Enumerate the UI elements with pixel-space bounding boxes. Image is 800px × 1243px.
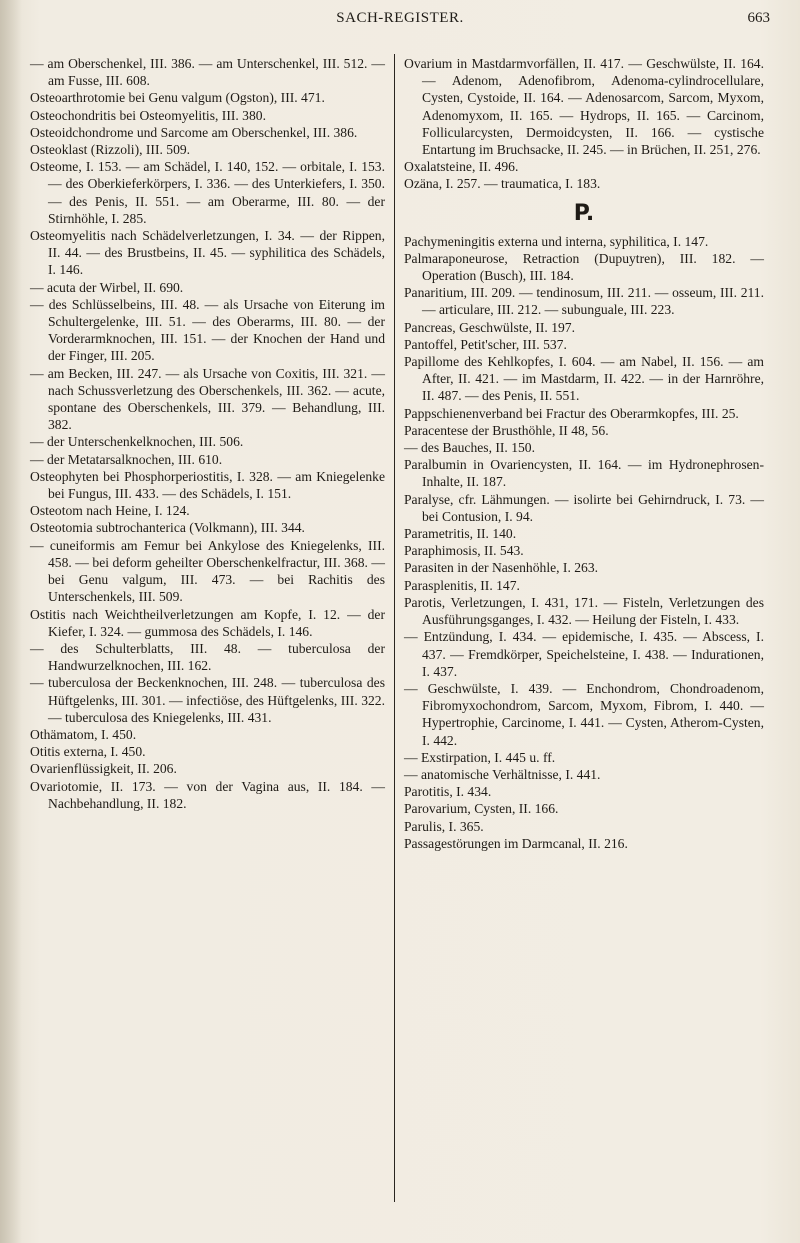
index-entry: Parovarium, Cysten, II. 166. <box>404 801 559 817</box>
index-entry: Papillome des Kehlkopfes, I. 604. — am Nabel, II. 156. — am After, II. 421. — im Mastdarm, II. 422. — in der Harnröhre, II. 487. — des Penis, II. 551. <box>404 354 764 404</box>
index-entry: Othämatom, I. 450. <box>30 726 137 742</box>
index-entry: — acuta der Wirbel, II. 690. <box>30 279 184 295</box>
right-column-o-entries <box>404 55 764 193</box>
index-entry: Parotitis, I. 434. <box>404 784 492 800</box>
section-letter: P. <box>573 200 595 226</box>
index-entry: Passagestörungen im Darmcanal, II. 216. <box>404 835 628 851</box>
index-entry: Parasiten in der Nasenhöhle, I. 263. <box>404 560 599 576</box>
index-entry: — tuberculosa der Beckenknochen, III. 248. — tuberculosa des Hüftgelenks, III. 301. — infectiöse, des Hüftgelenks, III. 322. — tuberculosa des Kniegelenks, III. 431. <box>30 675 385 725</box>
index-entry: Parametritis, II. 140. <box>404 526 517 542</box>
index-entry: Paraphimosis, II. 543. <box>404 543 524 559</box>
index-entry: Paralyse, cfr. Lähmungen. — isolirte bei Gehirndruck, I. 73. — bei Contusion, I. 94. <box>404 491 764 524</box>
index-entry: Osteoidchondrome und Sarcome am Oberschenkel, III. 386. <box>30 124 358 140</box>
index-entry: — Geschwülste, I. 439. — Enchondrom, Chondroadenom, Fibromyxochondrom, Sarcom, Myxom, Fibrom, I. 440. — Hypertrophie, Carcinome, I. 441. — Cysten, Atherom-Cysten, I. 442. <box>404 680 764 748</box>
index-entry: — des Bauches, II. 150. <box>404 440 535 456</box>
index-entry: Osteotom nach Heine, I. 124. <box>30 503 190 519</box>
index-entry: Pantoffel, Petit'scher, III. 537. <box>404 336 567 352</box>
index-entry: Paralbumin in Ovariencysten, II. 164. — im Hydronephrosen-Inhalte, II. 187. <box>404 457 764 490</box>
index-entry: — anatomische Verhältnisse, I. 441. <box>404 766 601 782</box>
page-gutter-shadow <box>0 0 22 1243</box>
index-entry: Ovarium in Mastdarmvorfällen, II. 417. — Geschwülste, II. 164. — Adenom, Adenofibrom, Adenoma-cylindrocellulare, Cysten, Cystoide, II. 164. — Adenosarcom, Sarcom, Myxom, Adenomyxom, II. 165. — Hydrops, II. 165. — Carcinom, Follicularcysten, Dermoidcysten, II. 166. — cystische Entartung im Bruchsacke, II. 245. — in Brüchen, II. 251, 276. <box>404 56 764 158</box>
index-entry: Pappschienenverband bei Fractur des Oberarmkopfes, III. 25. <box>404 405 739 421</box>
running-title: SACH-REGISTER. <box>336 10 464 26</box>
index-entry: Parulis, I. 365. <box>404 818 484 834</box>
index-entry: — des Schlüsselbeins, III. 48. — als Ursache von Eiterung im Schultergelenke, III. 51. — des Oberarms, III. 80. — der Vorderarmknochen, III. 151. — der Knochen der Hand und der Finger, III. 205. <box>30 296 385 364</box>
index-entry: Ovariotomie, II. 173. — von der Vagina aus, II. 184. — Nachbehandlung, II. 182. <box>30 778 385 811</box>
index-entry: — der Metatarsalknochen, III. 610. <box>30 451 223 467</box>
index-entry: Osteoklast (Rizzoli), III. 509. <box>30 142 191 158</box>
index-entry: Panaritium, III. 209. — tendinosum, III. 211. — osseum, III. 211. — articulare, III. 212. — subunguale, III. 223. <box>404 285 764 318</box>
index-entry: Otitis externa, I. 450. <box>30 744 146 760</box>
index-entry: — am Becken, III. 247. — als Ursache von Coxitis, III. 321. — nach Schussverletzung des Oberschenkels, III. 362. — acute, spontane des Oberschenkels, III. 379. — Behandlung, III. 382. <box>30 365 385 433</box>
page-header <box>0 10 800 34</box>
index-entry: Palmaraponeurose, Retraction (Dupuytren), III. 182. — Operation (Busch), III. 184. <box>404 250 764 284</box>
column-divider <box>394 54 395 1202</box>
index-entry: Pancreas, Geschwülste, II. 197. <box>404 319 576 335</box>
index-entry: Oxalatsteine, II. 496. <box>404 159 519 175</box>
index-entry: Osteotomia subtrochanterica (Volkmann), III. 344. <box>30 520 305 536</box>
index-entry: Parotis, Verletzungen, I. 431, 171. — Fisteln, Verletzungen des Ausführungsganges, I. 432. — Heilung der Fisteln, I. 433. <box>404 594 764 628</box>
index-entry: Ovarienflüssigkeit, II. 206. <box>30 761 177 777</box>
index-entry: — der Unterschenkelknochen, III. 506. <box>30 434 244 450</box>
index-entry: Ostitis nach Weichtheilverletzungen am Kopfe, I. 12. — der Kiefer, I. 324. — gummosa des Schädels, I. 146. <box>30 606 385 639</box>
index-entry: — Exstirpation, I. 445 u. ff. <box>404 749 556 765</box>
index-entry: — cuneiformis am Femur bei Ankylose des Kniegelenks, III. 458. — bei deform geheilter Oberschenkelfractur, III. 368. — bei Genu valgum, III. 473. — bei Rachitis des Unterschenkels, III. 509. <box>30 537 385 605</box>
index-entry: Pachymeningitis externa und interna, syphilitica, I. 147. <box>404 233 709 249</box>
index-entry: Osteophyten bei Phosphorperiostitis, I. 328. — am Kniegelenke bei Fungus, III. 433. — des Schädels, I. 151. <box>30 468 385 502</box>
index-entry: Osteochondritis bei Osteomyelitis, III. 380. <box>30 107 266 123</box>
index-entry: — am Oberschenkel, III. 386. — am Unterschenkel, III. 512. — am Fusse, III. 608. <box>30 56 385 89</box>
index-entry: — Entzündung, I. 434. — epidemische, I. 435. — Abscess, I. 437. — Fremdkörper, Speichelsteine, I. 438. — Indurationen, I. 437. <box>404 629 764 679</box>
index-entry: Osteome, I. 153. — am Schädel, I. 140, 152. — orbitale, I. 153. — des Oberkieferkörpers, I. 336. — des Unterkiefers, I. 350. — des Penis, II. 551. — am Oberarme, III. 80. — der Stirnhöhle, I. 285. <box>30 159 385 226</box>
index-entry: Osteoarthrotomie bei Genu valgum (Ogston), III. 471. <box>30 90 325 106</box>
left-column <box>30 55 385 812</box>
right-column-p-entries <box>404 233 764 852</box>
index-entry: Paracentese der Brusthöhle, II 48, 56. <box>404 422 609 438</box>
page-number: 663 <box>747 10 770 26</box>
index-entry: Ozäna, I. 257. — traumatica, I. 183. <box>404 176 601 192</box>
index-entry: — des Schulterblatts, III. 48. — tuberculosa der Handwurzelknochen, III. 162. <box>30 640 385 674</box>
right-column <box>404 55 764 852</box>
index-entry: Osteomyelitis nach Schädelverletzungen, I. 34. — der Rippen, II. 44. — des Brustbeins, II. 45. — syphilitica des Schädels, I. 146. <box>30 228 385 278</box>
index-entry: Parasplenitis, II. 147. <box>404 577 520 593</box>
